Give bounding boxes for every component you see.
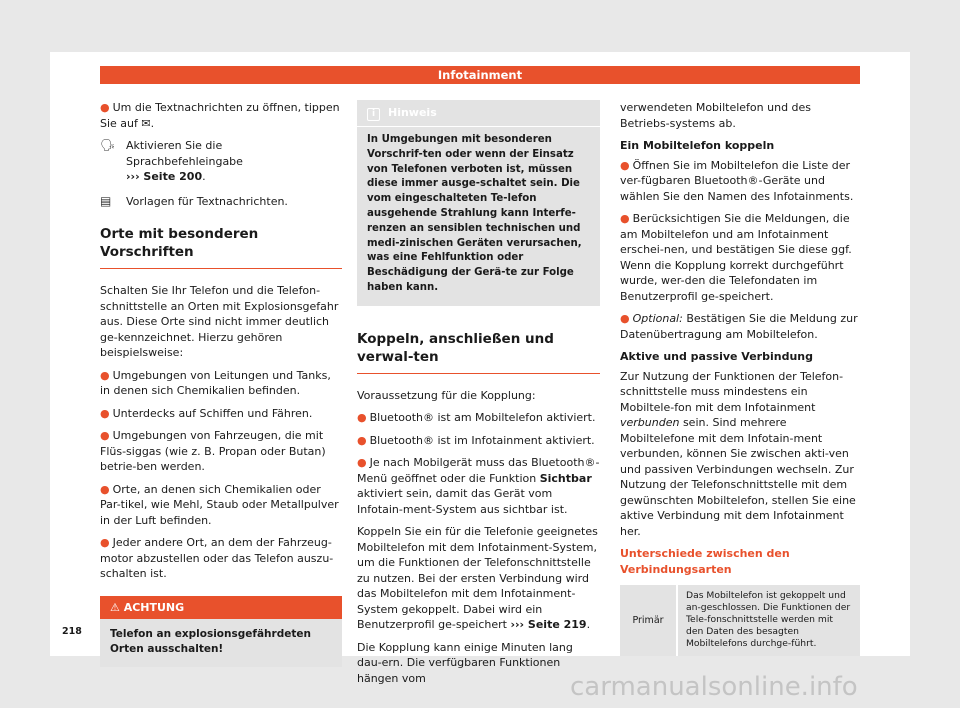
bullet-icon: ● xyxy=(100,101,110,114)
message-template-icon: ▤ xyxy=(100,193,112,208)
section-heading: Koppeln, anschließen und verwal-ten xyxy=(357,330,600,374)
warning-icon: ⚠ xyxy=(110,600,124,614)
paragraph: verwendeten Mobiltelefon und des Betriebs-systems ab. xyxy=(620,101,812,130)
section-header: Infotainment xyxy=(100,66,860,84)
voice-command-icon: 🗣 xyxy=(100,138,116,152)
column-3 xyxy=(620,100,860,656)
paragraph: Zur Nutzung der Funktionen der Telefon-schnittstelle muss mindestens ein Mobiltele-fon mit dem Infotainment verbunden sein. Sind mehrere Mobiltelefone mit dem Infotain-ment verbunden, können Sie zwischen akti-ven und passiven Verbindungen wechseln. Zur Nutzung der Telefonschnittstelle mit dem gewünschten Mobiltelefon, stellen Sie eine aktive Verbindung mit dem Infotainment her. xyxy=(620,369,856,538)
note-box xyxy=(357,100,600,306)
list-item: ● Bluetooth® ist im Infotainment aktiviert. xyxy=(357,433,595,447)
column-1 xyxy=(100,100,342,667)
list-item: ● Bluetooth® ist am Mobiltelefon aktiviert. xyxy=(357,411,596,425)
warning-box xyxy=(100,596,342,668)
list-item: ● Je nach Mobilgerät muss das Bluetooth®-Menü geöffnet oder die Funktion Sichtbar aktiviert sein, damit das Gerät vom Infotain-ment-System aus sichtbar ist. xyxy=(357,456,600,516)
table-cell-label: Primär xyxy=(620,585,676,656)
subheading: Aktive und passive Verbindung xyxy=(620,350,813,363)
list-item: ● Umgebungen von Fahrzeugen, die mit Flüs-siggas (wie z. B. Propan oder Butan) betrie-ben werden. xyxy=(100,429,326,473)
note-header: i Hinweis xyxy=(357,100,600,127)
info-icon: i xyxy=(367,108,380,121)
page-number: 218 xyxy=(62,626,82,637)
note-text: In Umgebungen mit besonderen Vorschrif-ten oder wenn der Einsatz von Telefonen verboten ist, müssen diese immer ausge-schaltet sein. Die vom eingeschalteten Te-lefon ausgehende Strahlung kann Interfe-renzen an sensiblen technischen und medi-zinischen Geräten verursachen, was eine Fehlfunktion oder Beschädigung der Gerä-te zur Folge haben kann. xyxy=(367,134,582,293)
page-reference[interactable]: ››› Seite 219 xyxy=(510,618,587,632)
paragraph: Koppeln Sie ein für die Telefonie geeignetes Mobiltelefon mit dem Infotainment-System, um die Funktionen der Telefonschnittstelle zu nutzen. Bei der ersten Verbindung wird das Mobiltelefon mit dem Infotainment-System gekoppelt. Dabei wird ein Benutzerprofil ge-speichert ››› Seite 219. xyxy=(357,525,598,632)
connection-table xyxy=(620,585,860,656)
list-item: ● Unterdecks auf Schiffen und Fähren. xyxy=(100,406,313,420)
warning-text: Telefon an explosionsgefährdeten Orten ausschalten! xyxy=(110,628,311,655)
paragraph: Voraussetzung für die Kopplung: xyxy=(357,388,536,402)
list-item: ● Orte, an denen sich Chemikalien oder Par-tikel, wie Mehl, Staub oder Metallpulver in der Luft befinden. xyxy=(100,482,339,527)
list-item: ● Berücksichtigen Sie die Meldungen, die am Mobiltelefon und am Infotainment erschei-nen, und bestätigen Sie diese ggf. Wenn die Kopplung korrekt durchgeführt wurde, wer-den die Telefondaten im Benutzerprofil ge-speichert. xyxy=(620,212,852,303)
section-heading: Orte mit besonderen Vorschriften xyxy=(100,225,342,269)
paragraph: Schalten Sie Ihr Telefon und die Telefon-schnittstelle an Orten mit Explosionsgefahr aus. Diese Orte sind nicht immer deutlich ge-kennzeichnet. Hierzu gehören beispielsweise: xyxy=(100,284,339,359)
list-item: ● Optional: Bestätigen Sie die Meldung zur Datenübertragung am Mobiltelefon. xyxy=(620,312,858,341)
warning-header: ⚠ ACHTUNG xyxy=(100,596,342,620)
column-2 xyxy=(357,100,600,693)
list-item: ● Jeder andere Ort, an dem der Fahrzeug-motor abzustellen oder das Telefon auszu-schalten ist. xyxy=(100,536,334,580)
table-title: Unterschiede zwischen den Verbindungsarten xyxy=(620,547,790,576)
list-item: ● Um die Textnachrichten zu öffnen, tippen Sie auf ✉. xyxy=(100,101,340,130)
table-cell-text: Das Mobiltelefon ist gekoppelt und an-geschlossen. Die Funktionen der Tele-fonschnittstelle werden mit den Daten des besagten Mobiltelefons durchge-führt. xyxy=(678,585,860,656)
list-item: ● Öffnen Sie im Mobiltelefon die Liste der ver-fügbaren Bluetooth®-Geräte und wählen Sie den Namen des Infotainments. xyxy=(620,158,854,203)
watermark: carmanualsonline.info xyxy=(570,672,858,702)
page-reference[interactable]: ››› Seite 200 xyxy=(126,170,203,183)
paragraph: Die Kopplung kann einige Minuten lang dau-ern. Die verfügbaren Funktionen hängen vom xyxy=(357,640,573,685)
subheading: Ein Mobiltelefon koppeln xyxy=(620,139,775,152)
list-item: 🗣 Aktivieren Sie die Sprachbefehleingabe ››› Seite 200. xyxy=(100,138,243,183)
list-item: ● Umgebungen von Leitungen und Tanks, in denen sich Chemikalien befinden. xyxy=(100,368,331,397)
list-item: ▤ Vorlagen für Textnachrichten. xyxy=(100,193,288,208)
